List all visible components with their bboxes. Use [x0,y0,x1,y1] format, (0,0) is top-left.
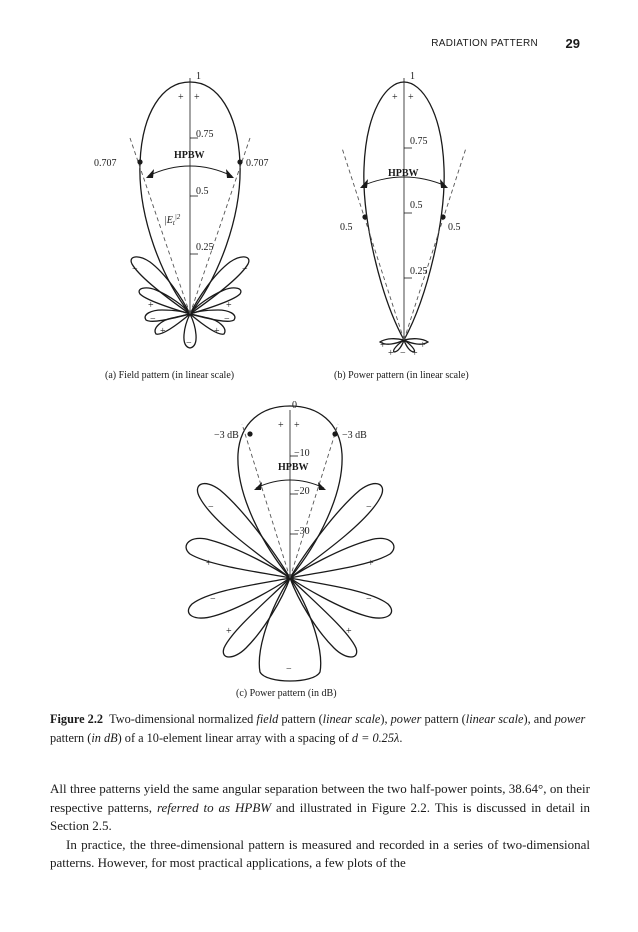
half-power-point-right-a [237,159,242,164]
tick-label: −10 [294,448,310,459]
running-title: RADIATION PATTERN [431,38,538,49]
svg-text:+: + [206,558,212,569]
svg-text:−: − [400,348,406,359]
svg-text:+: + [214,326,220,337]
field-quantity-label: $|E_t^{|2}$ [164,213,181,227]
svg-text:+: + [278,420,284,431]
svg-text:+: + [148,300,154,311]
svg-text:+: + [346,626,352,637]
svg-text:+: + [194,92,200,103]
page-number: 29 [565,36,580,51]
svg-text:−: − [150,314,156,325]
half-power-point-right-c [332,431,337,436]
svg-text:+: + [178,92,184,103]
tick-label: 0.25 [410,266,428,277]
subcaption-b: (b) Power pattern (in linear scale) [334,370,469,381]
half-power-point-left-c [247,431,252,436]
svg-text:+: + [388,348,394,359]
half-power-point-left-a [137,159,142,164]
paragraph-2: In practice, the three-dimensional pattern is measured and recorded in a series of two-dimensional patterns. However, for most practical applications, a few plots of the [50,836,590,870]
svg-text:+: + [226,300,232,311]
tick-label: 0.25 [196,242,214,253]
tick-label: 0 [292,400,297,411]
half-power-point-left-b [362,214,367,219]
svg-text:+: + [380,340,386,351]
figure-panel-a [90,68,300,388]
lobe-signs-b [380,92,426,359]
svg-text:+: + [368,558,374,569]
side-label-left: 0.707 [94,158,117,169]
tick-label: 0.5 [196,186,209,197]
svg-text:+: + [420,340,426,351]
svg-text:−: − [366,502,372,513]
svg-text:+: + [226,626,232,637]
svg-text:−: − [208,502,214,513]
svg-text:−: − [224,314,230,325]
hpbw-label: HPBW [278,462,309,473]
figure-label: Figure 2.2 [50,712,104,726]
arrowhead-left-c [254,482,262,490]
arrowhead-left-a [146,169,154,178]
subcaption-c: (c) Power pattern (in dB) [236,688,337,699]
arrowhead-right-a [226,169,234,178]
tick-label: 0.5 [410,200,423,211]
side-label-left: −3 dB [214,430,239,441]
svg-text:+: + [392,92,398,103]
svg-text:+: + [294,420,300,431]
side-label-right: 0.707 [246,158,269,169]
half-power-point-right-b [440,214,445,219]
paragraph-1: All three patterns yield the same angular separation between the two half-power points, 38.64°, on their respective patterns, referred to as HPBW and illustrated in Figure 2.2. This is discussed in detail in Section 2.5. [50,781,591,833]
tick-label: −30 [294,526,310,537]
page-header [0,38,638,54]
svg-text:−: − [210,594,216,605]
hpbw-label: HPBW [388,168,419,179]
figure-panel-b [318,68,528,388]
tick-label: 0.75 [410,136,428,147]
figure-caption: Figure 2.2 Two-dimensional normalized field pattern (linear scale), power pattern (linear scale), and power pattern (in dB) of a 10-element linear array with a spacing of d = 0.25λ. [50,712,586,745]
svg-text:−: − [186,338,192,349]
svg-text:−: − [242,264,248,275]
svg-text:+: + [412,348,418,359]
svg-text:−: − [286,664,292,675]
tick-label: −20 [294,486,310,497]
svg-text:+: + [408,92,414,103]
svg-text:−: − [366,594,372,605]
tick-label: 0.75 [196,129,214,140]
figure-panel-c [170,394,430,706]
tick-label: 1 [196,71,201,82]
body-text [50,780,590,873]
side-label-left: 0.5 [340,222,353,233]
side-label-right: 0.5 [448,222,461,233]
arrowhead-right-c [318,482,326,490]
side-label-right: −3 dB [342,430,367,441]
svg-text:−: − [132,264,138,275]
tick-label: 1 [410,71,415,82]
hpbw-label: HPBW [174,150,205,161]
subcaption-a: (a) Field pattern (in linear scale) [105,370,235,381]
svg-text:+: + [160,326,166,337]
